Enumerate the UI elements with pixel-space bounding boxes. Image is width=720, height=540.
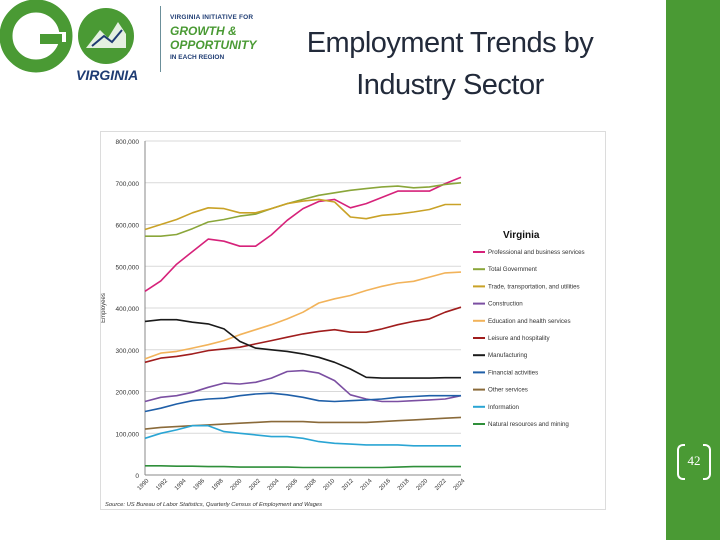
source-note: Source: US Bureau of Labor Statistics, Quarterly Census of Employment and Wages — [105, 502, 323, 508]
legend-label: Natural resources and mining — [488, 421, 569, 428]
series-line — [145, 177, 461, 291]
legend-label: Manufacturing — [488, 352, 528, 360]
x-tick-label: 2014 — [359, 478, 374, 492]
employment-chart-svg — [101, 132, 605, 509]
slide-title — [280, 22, 620, 106]
slide-title-line1: Employment Trends by — [306, 27, 594, 59]
y-tick-label: 200,000 — [115, 389, 139, 397]
y-tick-label: 0 — [135, 473, 139, 480]
logo-divider — [160, 6, 161, 72]
go-virginia-logo-mark — [0, 0, 160, 86]
go-virginia-logo — [0, 0, 260, 90]
chart-title: Virginia — [503, 230, 540, 241]
y-tick-label: 300,000 — [115, 347, 139, 355]
x-tick-label: 2008 — [304, 478, 318, 492]
x-tick-label: 1992 — [155, 478, 170, 492]
logo-tagline-opportunity: OPPORTUNITY — [170, 38, 257, 52]
logo-tagline-growth: GROWTH & — [170, 24, 237, 38]
legend-label: Financial activities — [488, 369, 539, 377]
y-tick-label: 400,000 — [115, 306, 139, 313]
series-line — [145, 417, 461, 429]
x-tick-label: 2022 — [434, 478, 448, 492]
x-tick-label: 2016 — [378, 478, 393, 492]
legend-label: Education and health services — [488, 317, 571, 325]
employment-chart — [100, 131, 606, 510]
page-number: 42 — [687, 453, 701, 468]
series-line — [145, 272, 461, 359]
legend-label: Trade, transportation, and utilities — [488, 283, 580, 291]
legend-label: Professional and business services — [488, 249, 585, 256]
x-tick-label: 1994 — [173, 478, 188, 492]
x-tick-label: 1998 — [211, 478, 225, 492]
y-tick-label: 100,000 — [115, 431, 139, 439]
logo-tagline-bottom: IN EACH REGION — [170, 54, 225, 61]
x-tick-label: 2002 — [248, 478, 262, 492]
x-tick-label: 2004 — [266, 478, 281, 492]
x-tick-label: 2000 — [229, 478, 244, 492]
slide-title-line2: Industry Sector — [356, 69, 544, 101]
legend-label: Information — [488, 403, 519, 411]
y-tick-label: 800,000 — [115, 139, 139, 146]
x-tick-label: 2018 — [396, 478, 411, 492]
series-line — [145, 426, 461, 446]
legend-label: Other services — [488, 386, 528, 394]
legend-label: Leisure and hospitality — [488, 335, 550, 342]
y-tick-label: 700,000 — [115, 180, 139, 188]
x-tick-label: 2006 — [285, 478, 300, 492]
legend-label: Construction — [488, 300, 523, 308]
x-tick-label: 2020 — [415, 478, 430, 492]
y-tick-label: 600,000 — [115, 222, 139, 230]
series-line — [145, 466, 461, 468]
x-tick-label: 2024 — [452, 478, 467, 492]
x-tick-label: 1990 — [136, 478, 151, 492]
x-tick-label: 1996 — [192, 478, 207, 492]
logo-tagline-top: VIRGINIA INITIATIVE FOR — [170, 14, 254, 21]
y-tick-label: 500,000 — [115, 264, 139, 272]
x-tick-label: 2010 — [322, 478, 337, 492]
series-line — [145, 393, 461, 411]
legend-label: Total Government — [488, 266, 537, 274]
x-tick-label: 2012 — [341, 478, 355, 492]
y-axis-label: Employees — [101, 293, 107, 323]
logo-virginia-text: VIRGINIA — [76, 67, 139, 83]
